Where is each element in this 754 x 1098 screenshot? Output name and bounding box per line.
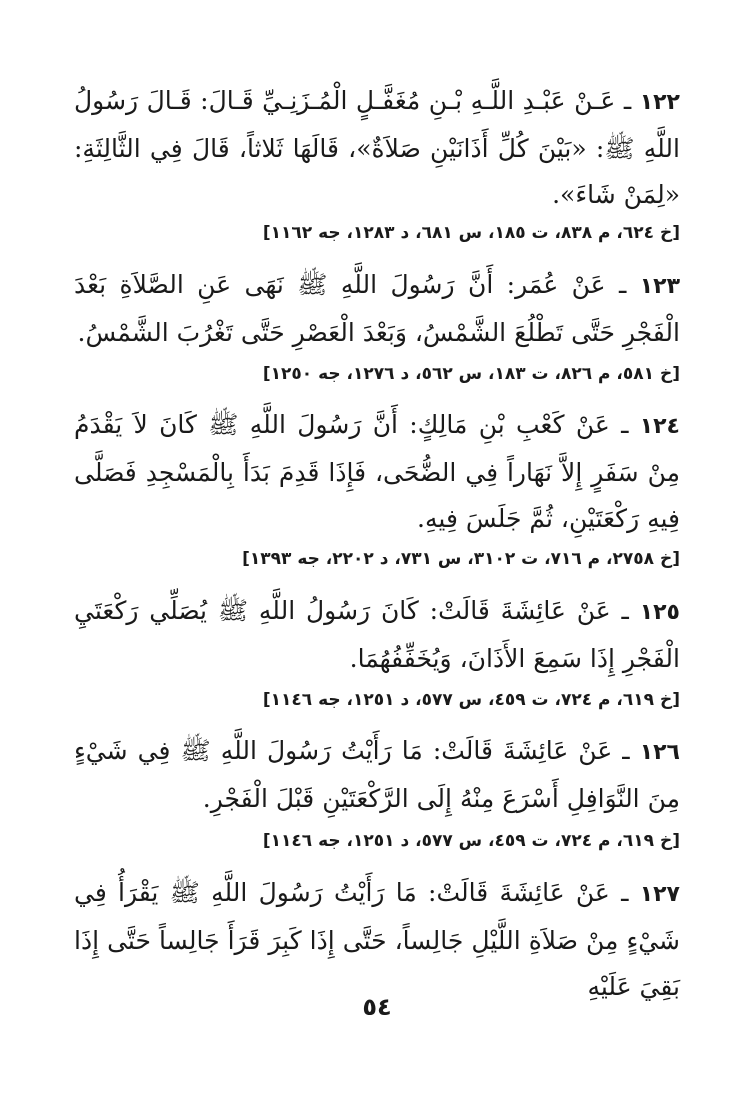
hadith-127 — [74, 870, 680, 1010]
hadith-124 — [74, 402, 680, 542]
hadith-number: ١٢٢ — [639, 90, 680, 115]
hadith-reference: [خ ٢٧٥٨، م ٧١٦، ت ٣١٠٢، س ٧٣١، د ٢٢٠٢، جه ١٣٩٣] — [242, 549, 680, 569]
hadith-number: ١٢٦ — [639, 740, 680, 765]
hadith-text: ـ عَنْ كَعْبِ بْنِ مَالِكٍ: أَنَّ رَسُولَ اللَّهِ ﷺ كَانَ لاَ يَقْدَمُ مِنْ سَفَرٍ إِلاَّ نَهَاراً فِي الضُّحَى، فَإِذَا قَدِمَ بَدَأَ بِالْمَسْجِدِ فَصَلَّى فِيهِ رَكْعَتَيْنِ، ثُمَّ جَلَسَ فِيهِ. — [74, 410, 680, 533]
hadith-number: ١٢٧ — [639, 882, 680, 907]
hadith-number: ١٢٣ — [639, 274, 681, 299]
hadith-reference: [خ ٥٨١، م ٨٢٦، ت ١٨٣، س ٥٦٢، د ١٢٧٦، جه ١٢٥٠] — [262, 364, 680, 384]
page-number: ٥٤ — [362, 993, 392, 1021]
hadith-text: ـ عَـنْ عَبْـدِ اللَّـهِ بْـنِ مُغَفَّـلٍ الْمُـزَنِـيِّ قَـالَ: قَـالَ رَسُولُ اللَّهِ ﷺ: «بَيْنَ كُلِّ أَذَانَيْنِ صَلاَةٌ»، قَالَهَا ثَلاثاً، قَالَ فِي الثَّالِثَةِ: «لِمَنْ شَاءَ». — [74, 86, 680, 209]
hadith-number: ١٢٤ — [639, 414, 680, 439]
hadith-reference: [خ ٦١٩، م ٧٢٤، ت ٤٥٩، س ٥٧٧، د ١٢٥١، جه ١١٤٦] — [262, 690, 680, 710]
hadith-122 — [74, 78, 680, 218]
hadith-123 — [74, 262, 680, 356]
hadith-125 — [74, 588, 680, 682]
hadith-text: ـ عَنْ عَائِشَةَ قَالَتْ: مَا رَأَيْتُ رَسُولَ اللَّهِ ﷺ فِي شَيْءٍ مِنَ النَّوَافِلِ أَسْرَعَ مِنْهُ إِلَى الرَّكْعَتَيْنِ قَبْلَ الْفَجْرِ. — [74, 736, 680, 813]
hadith-reference: [خ ٦١٩، م ٧٢٤، ت ٤٥٩، س ٥٧٧، د ١٢٥١، جه ١١٤٦] — [262, 831, 680, 851]
hadith-reference: [خ ٦٢٤، م ٨٣٨، ت ١٨٥، س ٦٨١، د ١٢٨٣، جه ١١٦٢] — [262, 223, 680, 243]
hadith-text: ـ عَنْ عَائِشَةَ قَالَتْ: كَانَ رَسُولُ اللَّهِ ﷺ يُصَلِّي رَكْعَتَيِ الْفَجْرِ إِذَا سَمِعَ الأَذَانَ، وَيُخَفِّفُهُمَا. — [74, 596, 680, 673]
hadith-126 — [74, 728, 680, 822]
hadith-text: ـ عَنْ عُمَر: أَنَّ رَسُولَ اللَّهِ ﷺ نَهَى عَنِ الصَّلاَةِ بَعْدَ الْفَجْرِ حَتَّى تَطْلُعَ الشَّمْسُ، وَبَعْدَ الْعَصْرِ حَتَّى تَغْرُبَ الشَّمْسُ. — [74, 270, 680, 347]
hadith-number: ١٢٥ — [639, 600, 680, 625]
hadith-text: ـ عَنْ عَائِشَةَ قَالَتْ: مَا رَأَيْتُ رَسُولَ اللَّهِ ﷺ يَقْرَأُ فِي شَيْءٍ مِنْ صَلاَةِ اللَّيْلِ جَالِساً، حَتَّى إِذَا كَبِرَ قَرَأَ جَالِساً حَتَّى إِذَا بَقِيَ عَلَيْهِ — [74, 878, 680, 1001]
